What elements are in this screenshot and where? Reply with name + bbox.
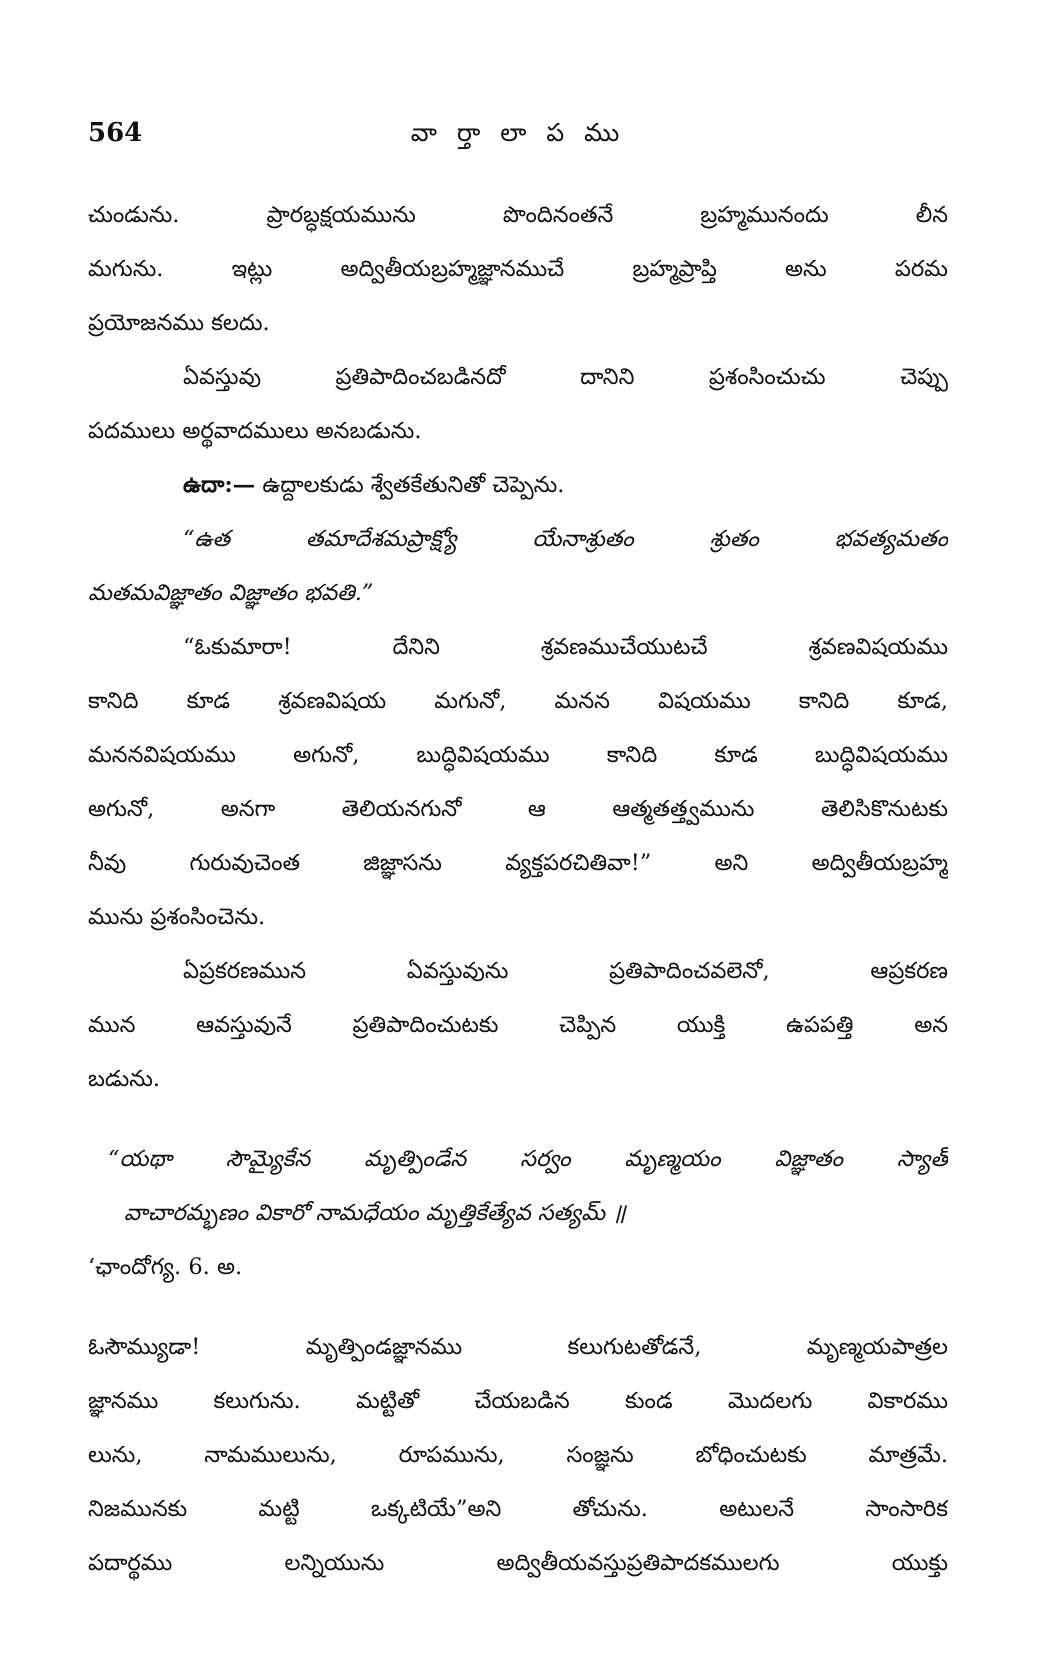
example-line	[88, 458, 948, 512]
text-line: మగును. ఇట్లు అద్వితీయబ్రహ్మజ్ఞానముచే బ్రహ్మప్రాప్తి అను పరమ	[88, 256, 948, 282]
text-line: నిజమునకు మట్టి ఒక్కటియే”అని తోచును. అటులనే సాంసారిక	[88, 1496, 948, 1522]
text-line: మును ప్రశంసించెను.	[88, 904, 266, 930]
text-line: ఏప్రకరణమున ఏవస్తువును ప్రతిపాదించవలెనో, ఆప్రకరణ	[183, 958, 948, 984]
text-line: లును, నామములును, రూపమును, సంజ్ఞను బోధించుటకు మాత్రమే.	[88, 1442, 948, 1468]
text-line: ఓసౌమ్యుడా! మృత్పిండజ్ఞానము కలుగుటతోడనే, మృణ్మయపాత్రల	[88, 1334, 948, 1360]
page-header	[88, 118, 948, 158]
text-line: పదార్థము లన్నియును అద్వితీయవస్తుప్రతిపాదకములగు యుక్తు	[88, 1550, 948, 1576]
sanskrit-quote-line: “యథా సౌమ్యైకేన మృత్పిండేన సర్వం మృణ్మయం విజ్ఞాతం స్యాత్	[108, 1146, 948, 1172]
sanskrit-quote-line: మతమవిజ్ఞాతం విజ్ఞాతం భవతి.”	[88, 580, 374, 606]
spacer	[88, 1106, 948, 1132]
page-body	[88, 188, 948, 1590]
example-label: ఉదా:—	[183, 472, 256, 498]
running-title: వా ర్తా లా ప ము	[410, 118, 626, 147]
text-line: అగునో, అనగా తెలియనగునో ఆ ఆత్మతత్త్వమును తెలిసికొనుటకు	[88, 796, 948, 822]
text-line: మున ఆవస్తువునే ప్రతిపాదించుటకు చెప్పిన యుక్తి ఉపపత్తి అన	[88, 1012, 948, 1038]
quote-source: ‘ఛాందోగ్య. 6. అ.	[88, 1254, 243, 1280]
text-line: జ్ఞానము కలుగును. మట్టితో చేయబడిన కుండ మొదలగు వికారము	[88, 1388, 948, 1414]
text-line: చుండును. ప్రారబ్ధక్షయమును పొందినంతనే బ్రహ్మమునందు లీన	[88, 202, 948, 228]
text-line: ప్రయోజనము కలదు.	[88, 310, 270, 336]
text-line: “ఓకుమారా! దేనిని శ్రవణముచేయుటచే శ్రవణవిషయము	[183, 634, 948, 660]
example-text: ఉద్దాలకుడు శ్వేతకేతునితో చెప్పెను.	[262, 472, 565, 498]
text-line: బడును.	[88, 1066, 161, 1092]
text-line: మననవిషయము అగునో, బుద్ధివిషయము కానిది కూడ బుద్ధివిషయము	[88, 742, 948, 768]
text-line: కానిది కూడ శ్రవణవిషయ మగునో, మనన విషయము కానిది కూడ,	[88, 688, 948, 714]
spacer	[88, 1294, 948, 1320]
sanskrit-quote-line: వాచారమ్భణం వికారో నామధేయం మృత్తికేత్యేవ సత్యమ్ ॥	[124, 1200, 626, 1226]
text-line: నీవు గురువుచెంత జిజ్ఞాసను వ్యక్తపరచితివా!” అని అద్వితీయబ్రహ్మ	[88, 850, 948, 876]
text-line: ఏవస్తువు ప్రతిపాదించబడినదో దానిని ప్రశంసించుచు చెప్పు	[183, 364, 948, 390]
page-number: 564	[88, 118, 143, 148]
sanskrit-quote-line: “ఉత తమాదేశమప్రాక్ష్యో యేనాశ్రుతం శ్రుతం భవత్యమతం	[183, 526, 948, 552]
text-line: పదములు అర్థవాదములు అనబడును.	[88, 418, 422, 444]
